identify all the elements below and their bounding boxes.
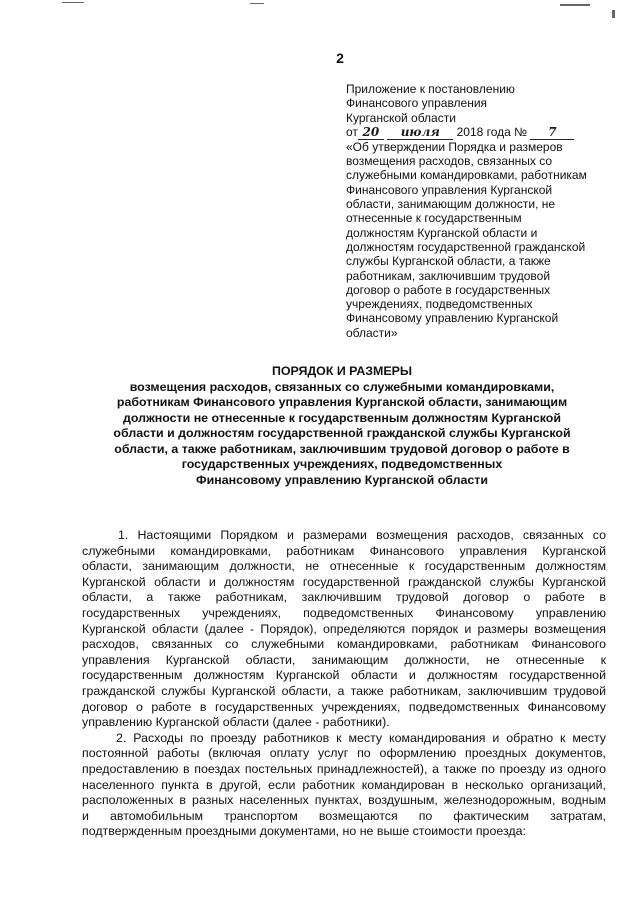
paragraph-2-line: и автомобильным транспортом возмещаются по фактическим затратам, [82,808,606,823]
title-line: возмещения расходов, связанных со служебными командировками, [129,379,555,394]
title-line: работникам Финансового управления Курганской области, занимающим [116,395,568,409]
annex-quote-line: «Об утверждении Порядка и размеров [346,139,563,154]
handwritten-day: 20 [358,126,384,140]
paragraph-1-line: Курганской области (далее - Порядок), определяются порядок и размеры возмещения [82,621,606,636]
annex-line: Приложение к постановлению [346,82,515,96]
paragraph-1-line: управлению Курганской области (далее - работники). [82,715,390,730]
paragraph-1-line: договор о работе в государственных учреждениях, подведомственных Финансовому [82,699,606,714]
paragraph-1-line: гражданской службы Курганской области, а также работникам, заключившим трудовой [82,683,606,698]
title-line: области, а также работникам, заключившим трудовой договор о работе в [114,441,570,456]
document-body [82,528,606,840]
annex-header [346,82,626,340]
paragraph-1-line: Курганской области и должностям государственной гражданской службы Курганской [82,574,606,589]
title-line: области и должностям государственной гражданской службы Курганской [113,426,571,440]
paragraph-1-line: 1. Настоящими Порядком и размерами возмещения расходов, связанных со [118,528,606,542]
title-line: Финансовому управлению Курганской области [196,472,488,487]
paragraph-2-line: расположенных в разных населенных пунктах, воздушным, железнодорожным, водным [82,793,606,808]
paragraph-2-line: подтвержденным проездными документами, но не выше стоимости проезда: [82,824,526,839]
annex-date-line [346,125,626,140]
annex-quote-line: возмещения расходов, связанных со [346,154,553,169]
scan-artifact [250,3,264,4]
date-prefix: от [346,124,358,139]
paragraph-1-line: расходов, связанных со служебными командировками, работникам Финансового [82,637,606,652]
paragraph-1-line: управления Курганской области, занимающим должности, не отнесенные к [82,652,606,667]
annex-quote-line: работникам, заключившим трудовой [346,268,551,283]
title-line: должности не отнесенные к государственным должностям Курганской [123,410,561,425]
paragraph-1-line: государственным должностям Курганской области и должностям государственной [82,668,606,683]
page-number: 2 [336,50,344,66]
annex-quote-line: должностям Курганской области и [346,225,538,240]
annex-line: Курганской области [346,110,456,125]
document-title [108,364,576,488]
scan-artifact [560,4,590,6]
annex-quote-line: должностям государственной гражданской [346,239,586,254]
handwritten-month: июля [387,126,453,140]
scan-artifact [612,10,615,18]
handwritten-number: 7 [530,126,574,140]
annex-quote-line: Финансовому управлению Курганской [346,311,559,326]
annex-quote-line: учреждениях, подведомственных [346,297,533,312]
scan-artifact [62,2,84,3]
paragraph-2-line: предоставлению в поездах постельных принадлежностей), а также по проезду из одного [82,761,606,776]
annex-quote-line: договор о работе в государственных [346,282,551,297]
title-line: государственных учреждениях, подведомственных [181,457,503,471]
annex-quote-line: области» [346,325,398,340]
paragraph-2-line: 2. Расходы по проезду работников к месту командирования и обратно к месту [116,730,606,745]
annex-quote-line: Финансового управления Курганской [346,182,553,197]
year-text: 2018 года № [456,124,528,139]
paragraph-2-line: населенного пункта в другой, если работник командирован в несколько организаций, [82,777,606,792]
annex-line: Финансового управления [346,96,488,111]
title-heading: ПОРЯДОК И РАЗМЕРЫ [271,364,413,378]
paragraph-1-line: области, а также работникам, заключившим трудовой договор о работе в [82,590,606,605]
paragraph-1-line: служебными командировками, работникам Финансового управления Курганской [82,543,606,558]
annex-quote-line: служебными командировками, работникам [346,168,587,183]
paragraph-1-line: государственных учреждениях, подведомственных Финансовому управлению [82,605,606,620]
annex-quote-line: области, занимающим должности, не [346,197,556,212]
annex-quote-line: отнесенные к государственным [346,211,522,226]
paragraph-2-line: постоянной работы (включая оплату услуг по оформлению проездных документов, [82,746,606,761]
annex-quote-line: службы Курганской области, а также [346,254,551,269]
paragraph-1-line: области, занимающим должности, не отнесенные к государственным должностям [82,559,606,574]
